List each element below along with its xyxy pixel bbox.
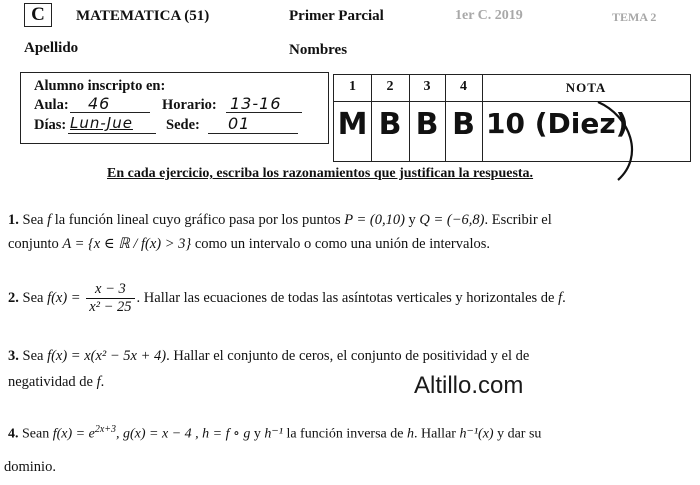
sede-line	[208, 133, 298, 134]
exercise-2-text-b: . Hallar las ecuaciones de todas las asíntotas verticales y horizontales de	[136, 289, 555, 306]
exercise-2-fx: f(x) =	[47, 289, 81, 306]
nombres-label: Nombres	[289, 42, 348, 58]
exercise-1-line-2	[8, 236, 490, 253]
exercise-3-text-b: . Hallar el conjunto de ceros, el conjunto de positividad y el de	[166, 348, 530, 364]
exercise-4-exponent: 2x+3	[94, 424, 116, 435]
exercise-4-text-b: la función inversa de	[286, 426, 404, 442]
exercise-3	[8, 348, 529, 365]
exercise-4-number: 4.	[8, 426, 19, 442]
sede-label: Sede:	[166, 117, 200, 133]
watermark: Altillo.com	[414, 372, 524, 399]
exercise-1-point-p: P = (0,10)	[344, 212, 405, 228]
dias-line	[68, 133, 156, 134]
aula-value: 46	[88, 94, 111, 113]
exercise-1-point-q: Q = (−6,8)	[419, 212, 485, 228]
nota-header: NOTA	[565, 80, 607, 95]
exercise-4-and: y	[253, 426, 261, 442]
exercise-2-denominator: x² − 25	[89, 299, 132, 315]
grade-value-4: B	[452, 107, 475, 142]
exercise-1-number: 1.	[8, 212, 19, 228]
exam-letter: C	[31, 4, 45, 25]
exercise-1-text-e: como un intervalo o como una unión de intervalos.	[194, 236, 490, 252]
exercise-1-text-c: . Escribir el	[484, 212, 552, 228]
exercise-3-f: f	[96, 374, 101, 390]
nota-circle-stroke	[590, 96, 650, 186]
grade-value-1: M	[337, 107, 368, 142]
exercise-4-text-c: . Hallar	[413, 426, 456, 442]
exercise-4-text-a: Sean	[22, 426, 50, 442]
course-title: MATEMATICA (51)	[76, 8, 210, 24]
exercise-2-numerator: x − 3	[86, 281, 134, 299]
horario-label: Horario:	[162, 97, 217, 113]
exercise-4-hh: h	[406, 426, 414, 442]
exercise-4	[8, 424, 541, 443]
grade-header-2: 2	[386, 79, 394, 94]
exercise-4-hinvx: h⁻¹(x)	[459, 426, 494, 442]
exercise-4-text-e: dominio.	[4, 459, 56, 475]
exercise-1-set: A = {x ∈ ℝ / f(x) > 3}	[62, 236, 192, 252]
aula-label: Aula:	[34, 97, 69, 113]
exercise-3-text-a: Sea	[22, 348, 44, 364]
grade-header-1: 1	[349, 79, 356, 94]
exercise-1-f: f	[47, 212, 52, 228]
exercise-1-text-b: la función lineal cuyo gráfico pasa por los puntos	[54, 212, 341, 228]
grade-header-4: 4	[460, 79, 467, 94]
exercise-2	[8, 281, 566, 316]
exercise-4-text-d: y dar su	[497, 426, 542, 442]
exercise-2-fraction	[86, 281, 134, 316]
exercise-1	[8, 212, 552, 229]
exercise-1-text-a: Sea	[22, 212, 44, 228]
exercise-4-g: , g(x) = x − 4 ,	[116, 426, 199, 442]
exercise-2-f: f	[558, 289, 563, 306]
exam-letter-box	[24, 3, 52, 27]
grade-header-3: 3	[423, 79, 431, 94]
exercise-1-text-d: conjunto	[8, 236, 59, 252]
exercise-3-number: 3.	[8, 348, 19, 364]
exercise-2-end: .	[562, 289, 566, 306]
exercise-3-line-2	[8, 374, 104, 391]
exercise-4-hinv: h⁻¹	[264, 426, 283, 442]
nota-value: 10 (Diez)	[486, 107, 629, 140]
exam-topic: TEMA 2	[612, 10, 657, 24]
grade-value-3: B	[415, 107, 439, 142]
instruction-text: En cada ejercicio, escriba los razonamientos que justifican la respuesta.	[107, 166, 534, 181]
exercise-2-number: 2.	[8, 289, 19, 306]
apellido-label: Apellido	[24, 40, 79, 56]
exercise-4-line-2	[4, 459, 56, 476]
grade-value-2: B	[378, 107, 402, 142]
exercise-2-text-a: Sea	[22, 289, 44, 306]
dias-value: Lun-Jue	[70, 114, 133, 132]
exercise-4-h: h = f ∘ g	[202, 426, 251, 442]
exercise-1-and: y	[408, 212, 416, 228]
dias-label: Días:	[34, 117, 67, 133]
exercise-3-text-c: negatividad de	[8, 374, 93, 390]
student-box-title: Alumno inscripto en:	[34, 78, 166, 94]
exam-date: 1er C. 2019	[455, 8, 523, 23]
exam-title: Primer Parcial	[289, 8, 384, 24]
horario-value: 13-16	[230, 94, 282, 113]
exercise-3-expr: f(x) = x(x² − 5x + 4)	[47, 348, 167, 364]
sede-value: 01	[228, 114, 251, 133]
exercise-4-fx: f(x) = e	[52, 426, 95, 442]
exercise-3-end: .	[100, 374, 105, 390]
